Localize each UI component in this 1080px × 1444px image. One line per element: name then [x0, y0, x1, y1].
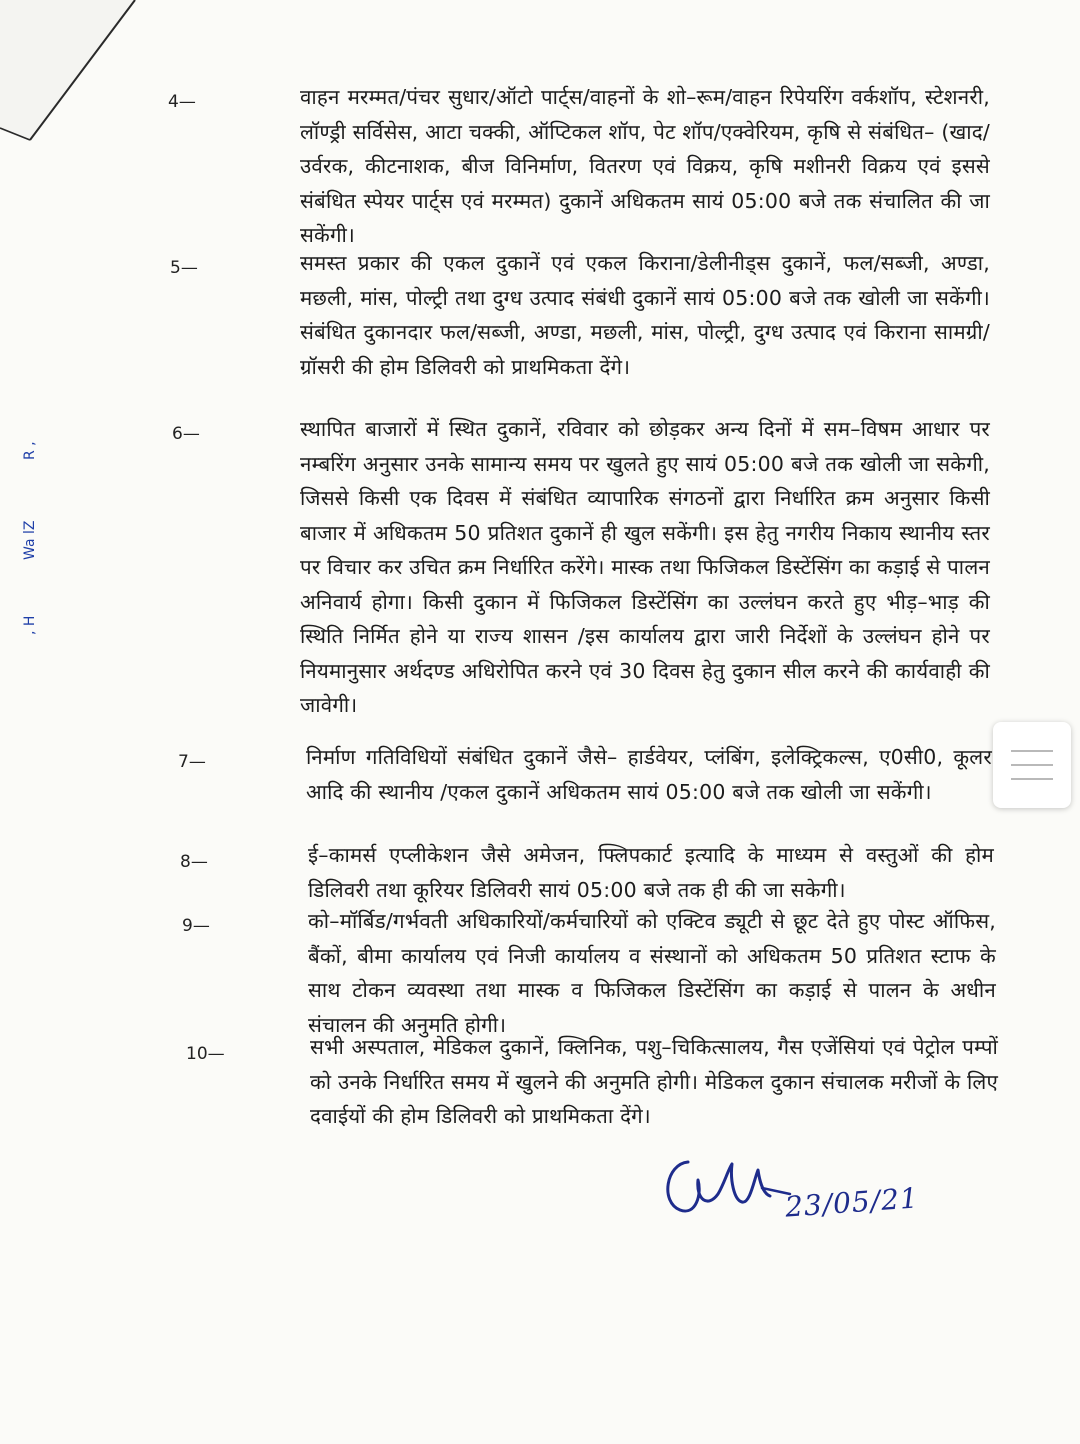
item-number: 9—: [182, 916, 210, 936]
item-number: 7—: [178, 752, 206, 772]
menu-button[interactable]: [993, 722, 1071, 808]
item-paragraph: वाहन मरम्मत/पंचर सुधार/ऑटो पार्ट्स/वाहनों के शो–रूम/वाहन रिपेयरिंग वर्कशॉप, स्टेशनरी, लॉण्ड्री सर्विसेस, आटा चक्की, ऑप्टिकल शॉप, पेट शॉप/एक्वेरियम, कृषि से संबंधित– (खाद/उर्वरक, कीटनाशक, बीज विनिर्माण, वितरण एवं विक्रय, कृषि मशीनरी विक्रय एवं इससे संबंधित स्पेयर पार्ट्स एवं मरम्मत) दुकानें अधिकतम सायं 05:00 बजे तक संचालित की जा सकेंगी।: [300, 85, 990, 247]
item-number: 8—: [180, 852, 208, 872]
margin-stamp: [22, 420, 52, 640]
item-paragraph: ई–कामर्स एप्लीकेशन जैसे अमेजन, फ्लिपकार्ट इत्यादि के माध्यम से वस्तुओं की होम डिलिवरी तथा कूरियर डिलिवरी सायं 05:00 बजे तक ही की जा सकेगी।: [308, 843, 994, 902]
item-paragraph: स्थापित बाजारों में स्थित दुकानें, रविवार को छोड़कर अन्य दिनों में सम–विषम आधार पर नम्बरिंग अनुसार उनके सामान्य समय पर खुलते हुए सायं 05:00 बजे तक खोली जा सकेगी, जिससे किसी एक दिवस में संबंधित व्यापारिक संगठनों द्वारा निर्धारित क्रम अनुसार किसी बाजार में अधिकतम 50 प्रतिशत दुकानें ही खुल सकेंगी। इस हेतु नगरीय निकाय स्थानीय स्तर पर विचार कर उचित क्रम निर्धारित करेंगे। मास्क तथा फिजिकल डिस्टेंसिंग का कड़ाई से पालन अनिवार्य होगा। किसी दुकान में फिजिकल डिस्टेंसिंग का उल्लंघन करते हुए भीड़–भाड़ की स्थिति निर्मित होने या राज्य शासन /इस कार्यालय द्वारा जारी निर्देशों के उल्लंघन होने पर नियमानुसार अर्थदण्ड अधिरोपित करने एवं 30 दिवस हेतु दुकान सील करने की कार्यवाही की जावेगी।: [300, 417, 990, 717]
item-paragraph: निर्माण गतिविधियों संबंधित दुकानें जैसे– हार्डवेयर, प्लंबिंग, इलेक्ट्रिकल्स, ए0सी0, कूलर आदि की स्थानीय /एकल दुकानें अधिकतम सायं 05:00 बजे तक खोली जा सकेंगी।: [306, 745, 992, 804]
margin-stamp-mark: R ,: [22, 441, 38, 460]
item-paragraph: समस्त प्रकार की एकल दुकानें एवं एकल किराना/डेलीनीड्स दुकानें, फल/सब्जी, अण्डा, मछली, मांस, पोल्ट्री तथा दुग्ध उत्पाद संबंधी दुकानें सायं 05:00 बजे तक खोली जा सकेंगी। संबंधित दुकानदार फल/सब्जी, अण्डा, मछली, मांस, पोल्ट्री, दुग्ध उत्पाद एवं किराना सामग्री/ग्रॉसरी की होम डिलिवरी को प्राथमिकता देंगे।: [300, 251, 990, 379]
item-number: 10—: [186, 1044, 225, 1064]
signature: [658, 1150, 798, 1230]
margin-stamp-mark: Wa lZ: [22, 520, 38, 560]
item-number: 4—: [168, 92, 196, 112]
folded-corner: [0, 0, 140, 150]
item-paragraph: सभी अस्पताल, मेडिकल दुकानें, क्लिनिक, पशु–चिकित्सालय, गैस एजेंसियां एवं पेट्रोल पम्पों को उनके निर्धारित समय में खुलने की अनुमति होगी। मेडिकल दुकान संचालक मरीजों के लिए दवाईयों की होम डिलिवरी को प्राथमिकता देंगे।: [310, 1035, 998, 1128]
item-number: 6—: [172, 424, 200, 444]
item-number: 5—: [170, 258, 198, 278]
margin-stamp-mark: , H: [22, 615, 38, 635]
signature-date: 23/05/21: [784, 1181, 920, 1224]
item-paragraph: को–मॉर्बिड/गर्भवती अधिकारियों/कर्मचारियों को एक्टिव ड्यूटी से छूट देते हुए पोस्ट ऑफिस, बैंकों, बीमा कार्यालय एवं निजी कार्यालय व संस्थानों को अधिकतम 50 प्रतिशत स्टाफ के साथ टोकन व्यवस्था तथा मास्क व फिजिकल डिस्टेंसिंग का कड़ाई से पालन के अधीन संचालन की अनुमति होगी।: [308, 909, 996, 1037]
